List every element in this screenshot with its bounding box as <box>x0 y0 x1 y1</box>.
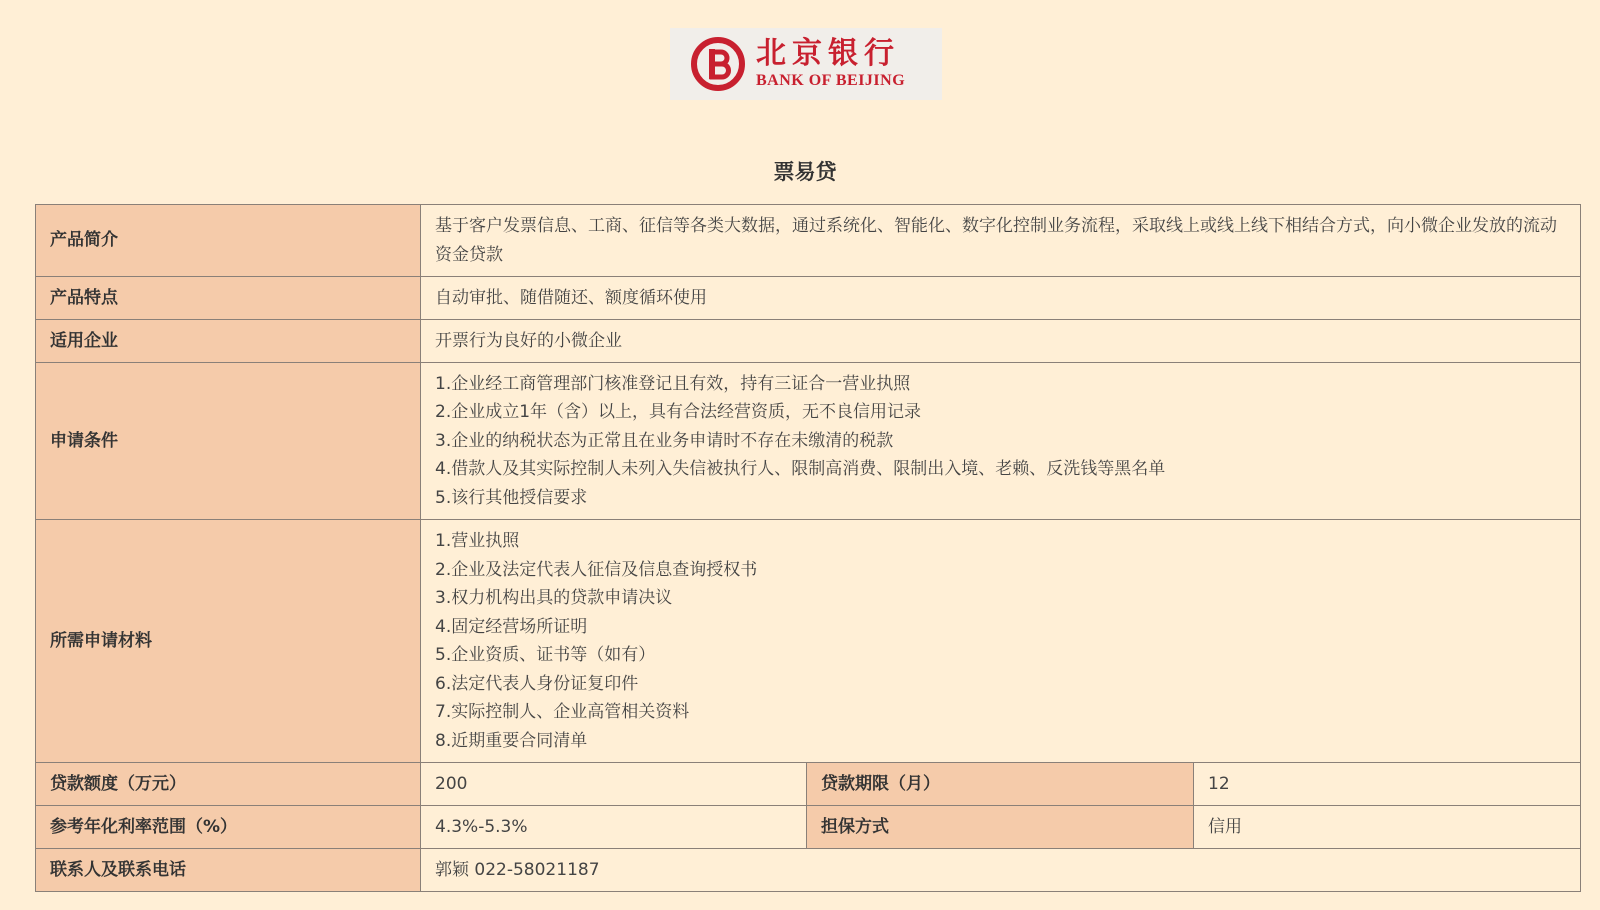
row-value-conditions <box>421 363 1581 520</box>
row-value-intro: 基于客户发票信息、工商、征信等各类大数据，通过系统化、智能化、数字化控制业务流程，采取线上或线上线下相结合方式，向小微企业发放的流动资金贷款 <box>421 205 1581 277</box>
table-row-amount-term <box>36 763 1581 806</box>
row-label-guarantee: 担保方式 <box>807 806 1194 849</box>
row-value-contact: 郭颖 022-58021187 <box>421 849 1581 892</box>
material-item: 4.固定经营场所证明 <box>435 616 588 637</box>
row-value-target: 开票行为良好的小微企业 <box>421 320 1581 363</box>
row-value-amount: 200 <box>421 763 807 806</box>
material-item: 3.权力机构出具的贷款申请决议 <box>435 588 673 608</box>
logo-english-name: BANK OF BEIJING <box>756 72 906 89</box>
row-label-contact: 联系人及联系电话 <box>36 849 421 892</box>
table-row-materials <box>36 520 1581 763</box>
condition-item: 1.企业经工商管理部门核准登记且有效，持有三证合一营业执照 <box>435 373 911 394</box>
row-value-guarantee: 信用 <box>1194 806 1581 849</box>
row-value-materials <box>421 520 1581 763</box>
row-label-term: 贷款期限（月） <box>807 763 1194 806</box>
product-info-table <box>35 204 1581 892</box>
table-row-rate-guarantee <box>36 806 1581 849</box>
logo-chinese-name: 北京银行 <box>756 36 900 71</box>
row-value-rate: 4.3%-5.3% <box>421 806 807 849</box>
row-value-features: 自动审批、随借随还、额度循环使用 <box>421 277 1581 320</box>
table-row-contact <box>36 849 1581 892</box>
material-item: 1.营业执照 <box>435 531 520 551</box>
row-label-materials: 所需申请材料 <box>36 520 421 763</box>
bank-of-beijing-logo-icon <box>690 36 746 92</box>
condition-item: 5.该行其他授信要求 <box>435 487 588 508</box>
material-item: 2.企业及法定代表人征信及信息查询授权书 <box>435 559 758 580</box>
material-item: 7.实际控制人、企业高管相关资料 <box>435 702 690 722</box>
row-label-conditions: 申请条件 <box>36 363 421 520</box>
row-value-term: 12 <box>1194 763 1581 806</box>
table-row-conditions <box>36 363 1581 520</box>
material-item: 6.法定代表人身份证复印件 <box>435 673 639 694</box>
row-label-rate: 参考年化利率范围（%） <box>36 806 421 849</box>
row-label-intro: 产品简介 <box>36 205 421 277</box>
row-label-amount: 贷款额度（万元） <box>36 763 421 806</box>
table-row-target <box>36 320 1581 363</box>
bank-logo <box>670 28 942 100</box>
condition-item: 4.借款人及其实际控制人未列入失信被执行人、限制高消费、限制出入境、老赖、反洗钱等黑名单 <box>435 459 1166 480</box>
condition-item: 2.企业成立1年（含）以上，具有合法经营资质，无不良信用记录 <box>435 402 922 423</box>
product-title: 票易贷 <box>773 160 837 184</box>
material-item: 5.企业资质、证书等（如有） <box>435 645 656 665</box>
row-label-target: 适用企业 <box>36 320 421 363</box>
row-label-features: 产品特点 <box>36 277 421 320</box>
table-row-features <box>36 277 1581 320</box>
condition-item: 3.企业的纳税状态为正常且在业务申请时不存在未缴清的税款 <box>435 430 894 451</box>
material-item: 8.近期重要合同清单 <box>435 730 588 751</box>
table-row-intro <box>36 205 1581 277</box>
